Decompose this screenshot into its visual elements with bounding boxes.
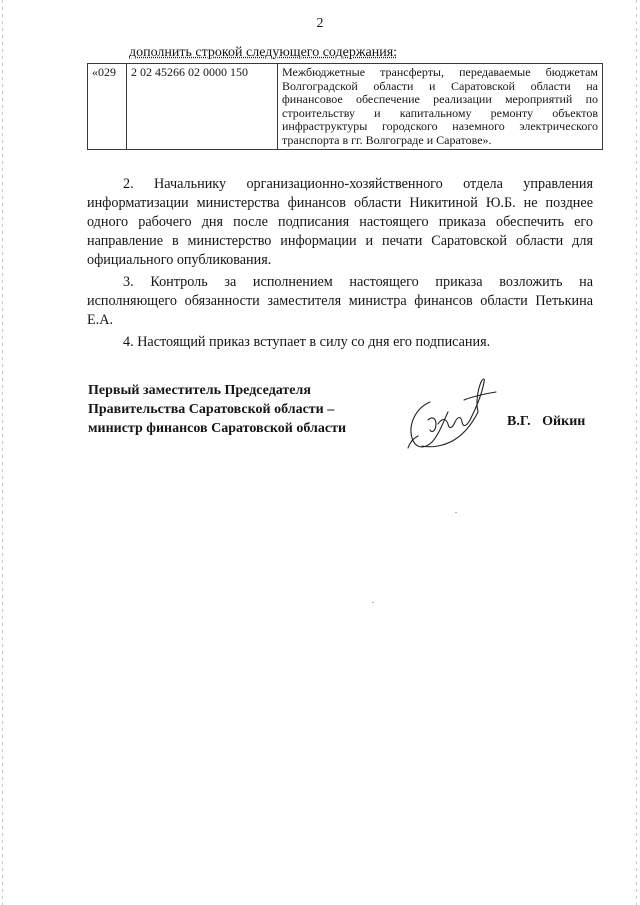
paragraph-4: 4. Настоящий приказ вступает в силу со дня его подписания.: [123, 334, 491, 350]
signer-name: В.Г. Ойкин: [507, 414, 586, 429]
description-cell: Межбюджетные трансферты, передаваемые бюджетам Волгоградской области и Саратовской области на финансовое обеспечение реализации мероприятий по строительству и капитальному ремонту объектов инфраструктуры городского наземного электрического транспорта в гг. Волгограде и Саратове».: [278, 64, 603, 150]
signer-title-line-2: Правительства Саратовской области –: [88, 402, 335, 417]
paragraph-3: 3. Контроль за исполнением настоящего приказа возложить на исполняющего обязанности заместителя министра финансов области Петькина Е.А.: [87, 274, 593, 328]
order-body: [87, 175, 593, 355]
row-number-cell: «029: [88, 64, 127, 150]
handwritten-signature: [398, 372, 506, 454]
budget-code-cell: 2 02 45266 02 0000 150: [127, 64, 278, 150]
signer-title-line-3: министр финансов Саратовской области: [88, 421, 347, 436]
signer-title: [88, 381, 346, 438]
scan-edge-right: [636, 0, 637, 905]
paragraph-2: 2. Начальнику организационно-хозяйственного отдела управления информатизации министерства финансов области Никитиной Ю.Б. не позднее одного рабочего дня после подписания настоящего приказа обеспечить его направление в министерство информации и печати Саратовской области для официального опубликования.: [87, 176, 593, 268]
scan-edge-left: [2, 0, 3, 905]
table-row: [88, 64, 603, 150]
signer-title-line-1: Первый заместитель Председателя: [88, 383, 311, 398]
intro-line: дополнить строкой следующего содержания:: [129, 45, 398, 60]
scan-speck: [372, 602, 374, 603]
budget-classification-table: [87, 63, 603, 150]
scan-speck: [455, 512, 457, 513]
page-number: 2: [316, 16, 324, 31]
